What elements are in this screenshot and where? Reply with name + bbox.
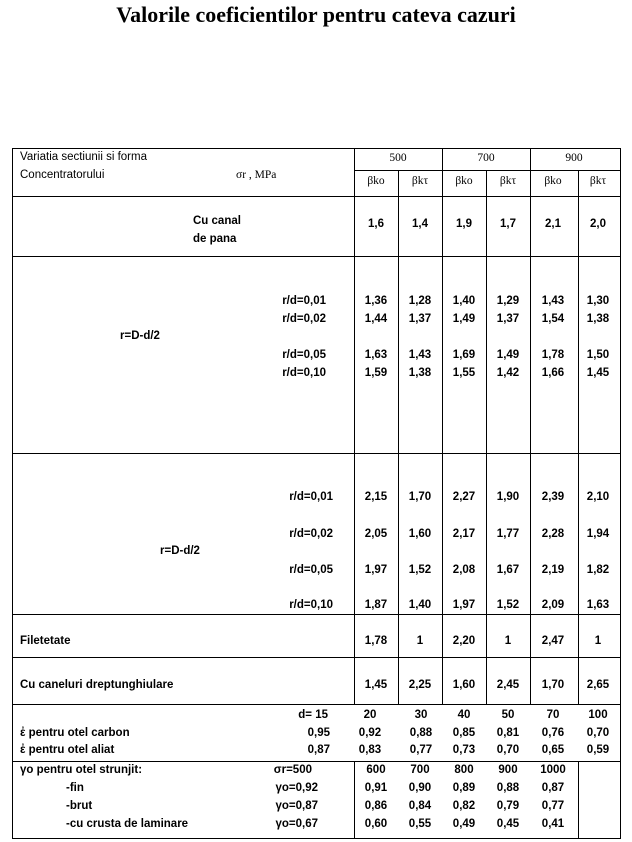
diameter-label: d= 15 (298, 709, 328, 721)
table-cell: 1,94 (586, 528, 610, 540)
header-beta-o: βko (544, 175, 562, 187)
table-cell: 0,60 (364, 818, 388, 830)
table-cell: 1 (416, 635, 424, 647)
table-cell: 1,63 (364, 349, 388, 361)
table-cell: 0,87 (307, 744, 330, 756)
table-cell: 1,60 (452, 679, 476, 691)
table-cell: 0,91 (364, 782, 388, 794)
page-title: Valorile coeficientilor pentru cateva cazuri (116, 2, 516, 27)
ratio-label: r/d=0,10 (289, 599, 333, 611)
table-cell: 1,38 (408, 367, 432, 379)
table-cell: 1,28 (408, 295, 432, 307)
table-cell: 1,43 (408, 349, 432, 361)
ratio-label: r/d=0,01 (282, 295, 326, 307)
row-label-threaded: Filetetate (20, 635, 71, 647)
table-cell: 0,95 (307, 727, 330, 739)
ratio-label: r/d=0,02 (289, 528, 333, 540)
epsilon-carbon-label: ἐ pentru otel carbon (20, 727, 130, 739)
table-column-rule (398, 170, 399, 704)
table-cell: 0,45 (496, 818, 520, 830)
table-cell: 1,9 (456, 218, 472, 230)
table-cell: 1,40 (452, 295, 476, 307)
table-column-rule (530, 148, 531, 704)
table-cell: 1,49 (496, 349, 520, 361)
ratio-label: r/d=0,01 (289, 491, 333, 503)
table-cell: 1,82 (586, 564, 610, 576)
table-cell: 2,39 (541, 491, 565, 503)
ratio-label: r/d=0,05 (282, 349, 326, 361)
table-cell: 1,66 (541, 367, 565, 379)
table-cell: 1,37 (496, 313, 520, 325)
table-cell: 1,4 (412, 218, 428, 230)
table-cell: 600 (366, 764, 386, 776)
table-cell: 0,81 (496, 727, 520, 739)
header-beta-o: βko (367, 175, 385, 187)
table-cell: 2,15 (364, 491, 388, 503)
header-beta-t: βkτ (499, 175, 517, 187)
table-column-rule (578, 170, 579, 704)
table-cell: 0,88 (409, 727, 433, 739)
table-cell: 0,76 (541, 727, 565, 739)
row-label-fillet: r=D-d/2 (160, 545, 200, 557)
table-cell: 1,59 (364, 367, 388, 379)
table-cell: 30 (414, 709, 428, 721)
table-cell: 0,89 (452, 782, 476, 794)
table-cell: 1,78 (541, 349, 565, 361)
table-cell: 2,10 (586, 491, 610, 503)
table-cell: 1,97 (452, 599, 476, 611)
table-cell: 0,77 (541, 800, 565, 812)
table-cell: 0,55 (408, 818, 432, 830)
table-border-left (12, 148, 13, 838)
table-cell: 0,73 (452, 744, 476, 756)
table-cell: 20 (363, 709, 377, 721)
table-cell: 1,40 (408, 599, 432, 611)
gamma-sigma-label: σr=500 (273, 764, 312, 776)
table-cell: 1,77 (496, 528, 520, 540)
table-cell: 1,29 (496, 295, 520, 307)
table-cell: 1,42 (496, 367, 520, 379)
table-rule-horizontal (354, 170, 621, 171)
table-cell: 0,82 (452, 800, 476, 812)
table-cell: 0,84 (408, 800, 432, 812)
table-cell: 1,63 (586, 599, 610, 611)
table-cell: 1,87 (364, 599, 388, 611)
header-sigma-value: 500 (389, 152, 407, 164)
table-cell: 1 (594, 635, 602, 647)
table-cell: 1,55 (452, 367, 476, 379)
table-cell: 1,38 (586, 313, 610, 325)
table-cell: 2,45 (496, 679, 520, 691)
table-cell: 2,28 (541, 528, 565, 540)
table-cell: 0,41 (541, 818, 565, 830)
table-cell: 2,25 (408, 679, 432, 691)
header-sigma-label: σr , MPa (236, 169, 277, 181)
table-cell: 800 (454, 764, 474, 776)
table-cell: 1 (504, 635, 512, 647)
table-cell: 1,37 (408, 313, 432, 325)
header-beta-t: βkτ (411, 175, 429, 187)
table-column-rule (578, 761, 579, 838)
row-label-fillet: r=D-d/2 (120, 330, 160, 342)
row-label-canal: Cu canal (193, 215, 241, 227)
table-cell: 1,30 (586, 295, 610, 307)
ratio-label: r/d=0,02 (282, 313, 326, 325)
table-cell: 0,92 (358, 727, 382, 739)
table-cell: 2,1 (545, 218, 561, 230)
table-cell: 0,77 (409, 744, 433, 756)
table-cell: 1,45 (364, 679, 388, 691)
table-cell: 0,85 (452, 727, 476, 739)
table-cell: 0,49 (452, 818, 476, 830)
table-cell: γo=0,67 (275, 818, 318, 830)
table-cell: 1,97 (364, 564, 388, 576)
table-cell: 0,86 (364, 800, 388, 812)
table-cell: 1,67 (496, 564, 520, 576)
table-rule-horizontal (12, 761, 621, 762)
table-cell: 2,27 (452, 491, 476, 503)
table-cell: 50 (501, 709, 515, 721)
table-cell: 2,17 (452, 528, 476, 540)
table-cell: γo=0,87 (275, 800, 318, 812)
table-cell: 0,70 (586, 727, 610, 739)
header-beta-t: βkτ (589, 175, 607, 187)
table-rule-horizontal (12, 838, 621, 839)
table-cell: 2,19 (541, 564, 565, 576)
row-label-splines: Cu caneluri dreptunghiulare (20, 679, 174, 691)
table-cell: 0,83 (358, 744, 382, 756)
table-rule-horizontal (12, 704, 621, 705)
header-sigma-value: 900 (565, 152, 583, 164)
table-cell: 1000 (540, 764, 566, 776)
table-cell: 2,65 (586, 679, 610, 691)
table-cell: 2,05 (364, 528, 388, 540)
table-column-rule (486, 170, 487, 704)
table-cell: 40 (457, 709, 471, 721)
table-column-rule (354, 761, 355, 838)
table-cell: 1,78 (364, 635, 388, 647)
table-cell: 900 (498, 764, 518, 776)
table-cell: 2,0 (590, 218, 606, 230)
header-concentrator-label: Concentratorului (20, 169, 105, 181)
table-cell: 1,54 (541, 313, 565, 325)
table-cell: 1,90 (496, 491, 520, 503)
table-cell: 1,45 (586, 367, 610, 379)
table-cell: 1,50 (586, 349, 610, 361)
table-cell: 1,70 (408, 491, 432, 503)
table-cell: 2,47 (541, 635, 565, 647)
table-border-right (620, 148, 621, 838)
table-cell: 1,7 (500, 218, 516, 230)
table-cell: 0,70 (496, 744, 520, 756)
table-cell: 100 (588, 709, 608, 721)
table-cell: 1,60 (408, 528, 432, 540)
header-sigma-value: 700 (477, 152, 495, 164)
table-cell: 1,70 (541, 679, 565, 691)
table-cell: 2,08 (452, 564, 476, 576)
table-cell: 2,20 (452, 635, 476, 647)
gamma-sub-label: -brut (66, 800, 93, 812)
table-column-rule (442, 148, 443, 704)
table-cell: 1,52 (408, 564, 432, 576)
table-column-rule (354, 148, 355, 704)
table-cell: 0,65 (541, 744, 565, 756)
table-cell: 1,44 (364, 313, 388, 325)
table-cell: 1,43 (541, 295, 565, 307)
gamma-sub-label: -cu crusta de laminare (66, 818, 189, 830)
ratio-label: r/d=0,05 (289, 564, 333, 576)
epsilon-alloy-label: ἐ pentru otel aliat (20, 744, 115, 756)
table-cell: γo=0,92 (275, 782, 318, 794)
table-cell: 0,88 (496, 782, 520, 794)
gamma-sub-label: -fin (66, 782, 84, 794)
table-cell: 0,90 (408, 782, 432, 794)
row-label-canal: de pana (193, 233, 237, 245)
table-cell: 1,52 (496, 599, 520, 611)
header-beta-o: βko (455, 175, 473, 187)
header-variation-label: Variatia sectiunii si forma (20, 151, 147, 163)
ratio-label: r/d=0,10 (282, 367, 326, 379)
table-cell: 0,59 (586, 744, 610, 756)
table-cell: 1,6 (368, 218, 384, 230)
table-cell: 0,87 (541, 782, 565, 794)
table-cell: 2,09 (541, 599, 565, 611)
gamma-label: γo pentru otel strunjit: (20, 764, 143, 776)
table-cell: 70 (546, 709, 560, 721)
table-cell: 0,79 (496, 800, 520, 812)
table-cell: 1,49 (452, 313, 476, 325)
table-cell: 1,69 (452, 349, 476, 361)
table-cell: 700 (410, 764, 430, 776)
table-cell: 1,36 (364, 295, 388, 307)
